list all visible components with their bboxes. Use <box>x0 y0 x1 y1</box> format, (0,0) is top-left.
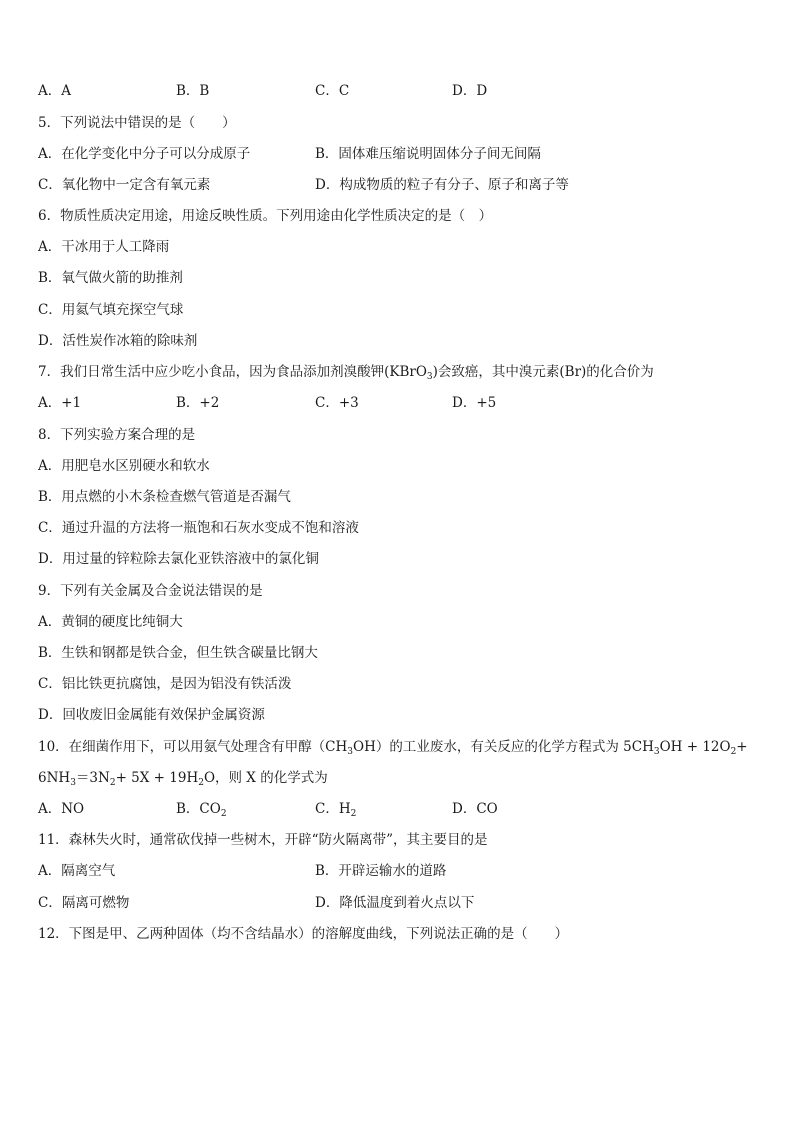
q10-option-c-sub: 2 <box>350 809 357 819</box>
q9-option-a: A．黄铜的硬度比纯铜大 <box>38 614 183 630</box>
q11-option-b: B．开辟运输水的道路 <box>315 863 447 879</box>
q8-option-d: D．用过量的锌粒除去氯化亚铁溶液中的氯化铜 <box>38 551 319 567</box>
q10-l1-sub-3: 2 <box>730 747 737 757</box>
q7-option-c: C．+3 <box>315 395 359 411</box>
q10-option-b-sub: 2 <box>220 809 227 819</box>
q10-l2-sub-3: 2 <box>198 778 204 788</box>
q7-stem-text-2: )会致癌，其中溴元素(Br)的化合价为 <box>432 364 654 380</box>
q10-l2-text-1: 6NH <box>38 770 71 786</box>
q10-l2-sub-2: 2 <box>109 778 116 788</box>
q9-stem: 9．下列有关金属及合金说法错误的是 <box>38 583 263 599</box>
q6-option-d: D．活性炭作冰箱的除味剂 <box>38 333 198 349</box>
q11-option-a: A．隔离空气 <box>38 863 116 879</box>
q8-option-c: C．通过升温的方法将一瓶饱和石灰水变成不饱和溶液 <box>38 520 359 536</box>
q12-stem: 12．下图是甲、乙两种固体（均不含结晶水）的溶解度曲线，下列说法正确的是（ ） <box>38 926 569 942</box>
q11-option-c: C．隔离可燃物 <box>38 895 130 911</box>
q10-l1-sub-2: 3 <box>653 747 660 757</box>
q8-option-b: B．用点燃的小木条检查燃气管道是否漏气 <box>38 489 291 505</box>
q8-option-a: A．用肥皂水区别硬水和软水 <box>38 458 210 474</box>
q9-option-c: C．铝比铁更抗腐蚀，是因为铝没有铁活泼 <box>38 676 292 692</box>
q10-l2-text-4: O，则 X 的化学式为 <box>203 770 328 786</box>
q10-l1-text-1: 10．在细菌作用下，可以用氨气处理含有甲醇（CH <box>38 739 348 755</box>
q10-l2-text-3: + 5X + 19H <box>115 770 199 786</box>
q10-option-b <box>176 799 227 819</box>
q10-l1-text-2: OH）的工业废水，有关反应的化学方程式为 5CH <box>353 739 654 755</box>
q6-option-a: A．干冰用于人工降雨 <box>38 239 170 255</box>
q5-option-d: D．构成物质的粒子有分子、原子和离子等 <box>315 177 569 193</box>
q9-option-b: B．生铁和钢都是铁合金，但生铁含碳量比钢大 <box>38 645 318 661</box>
q5-stem: 5．下列说法中错误的是（ ） <box>38 115 236 131</box>
q4-option-b: B．B <box>176 83 210 99</box>
q10-option-b-text: B．CO <box>176 801 221 817</box>
q10-option-c-text: C．H <box>315 801 351 817</box>
q6-stem: 6．物质性质决定用途，用途反映性质。下列用途由化学性质决定的是（ ） <box>38 208 493 224</box>
q10-l1-text-4: + <box>736 739 748 755</box>
q5-option-b: B．固体难压缩说明固体分子间无间隔 <box>315 146 541 162</box>
q5-option-a: A．在化学变化中分子可以分成原子 <box>38 146 251 162</box>
q4-option-d: D．D <box>452 83 488 99</box>
q10-l2-sub-1: 3 <box>70 778 76 788</box>
q10-l2-text-2: ＝3N <box>75 770 110 786</box>
q5-option-c: C．氧化物中一定含有氧元素 <box>38 177 211 193</box>
q7-stem-subscript: 3 <box>426 372 433 382</box>
q4-option-a: A．A <box>38 83 71 99</box>
q10-stem-line2 <box>38 768 328 788</box>
q10-l1-sub-1: 3 <box>347 747 354 757</box>
q7-option-d: D．+5 <box>452 395 497 411</box>
q10-option-a: A．NO <box>38 801 85 817</box>
q6-option-c: C．用氦气填充探空气球 <box>38 302 184 318</box>
q7-stem-text-1: 7．我们日常生活中应少吃小食品，因为食品添加剂溴酸钾(KBrO <box>38 364 427 380</box>
q8-stem: 8．下列实验方案合理的是 <box>38 427 196 443</box>
q10-option-c <box>315 799 356 819</box>
q9-option-d: D．回收废旧金属能有效保护金属资源 <box>38 707 265 723</box>
q6-option-b: B．氧气做火箭的助推剂 <box>38 270 183 286</box>
q11-stem: 11．森林失火时，通常砍伐掉一些树木，开辟“防火隔离带”，其主要目的是 <box>38 832 488 848</box>
q11-option-d: D．降低温度到着火点以下 <box>315 895 475 911</box>
q4-option-c: C．C <box>315 83 350 99</box>
q10-l1-text-3: OH + 12O <box>659 739 731 755</box>
q7-option-a: A．+1 <box>38 395 82 411</box>
q10-option-d: D．CO <box>452 801 498 817</box>
q10-stem-line1 <box>38 737 748 757</box>
q7-option-b: B．+2 <box>176 395 220 411</box>
q7-stem <box>38 362 654 382</box>
